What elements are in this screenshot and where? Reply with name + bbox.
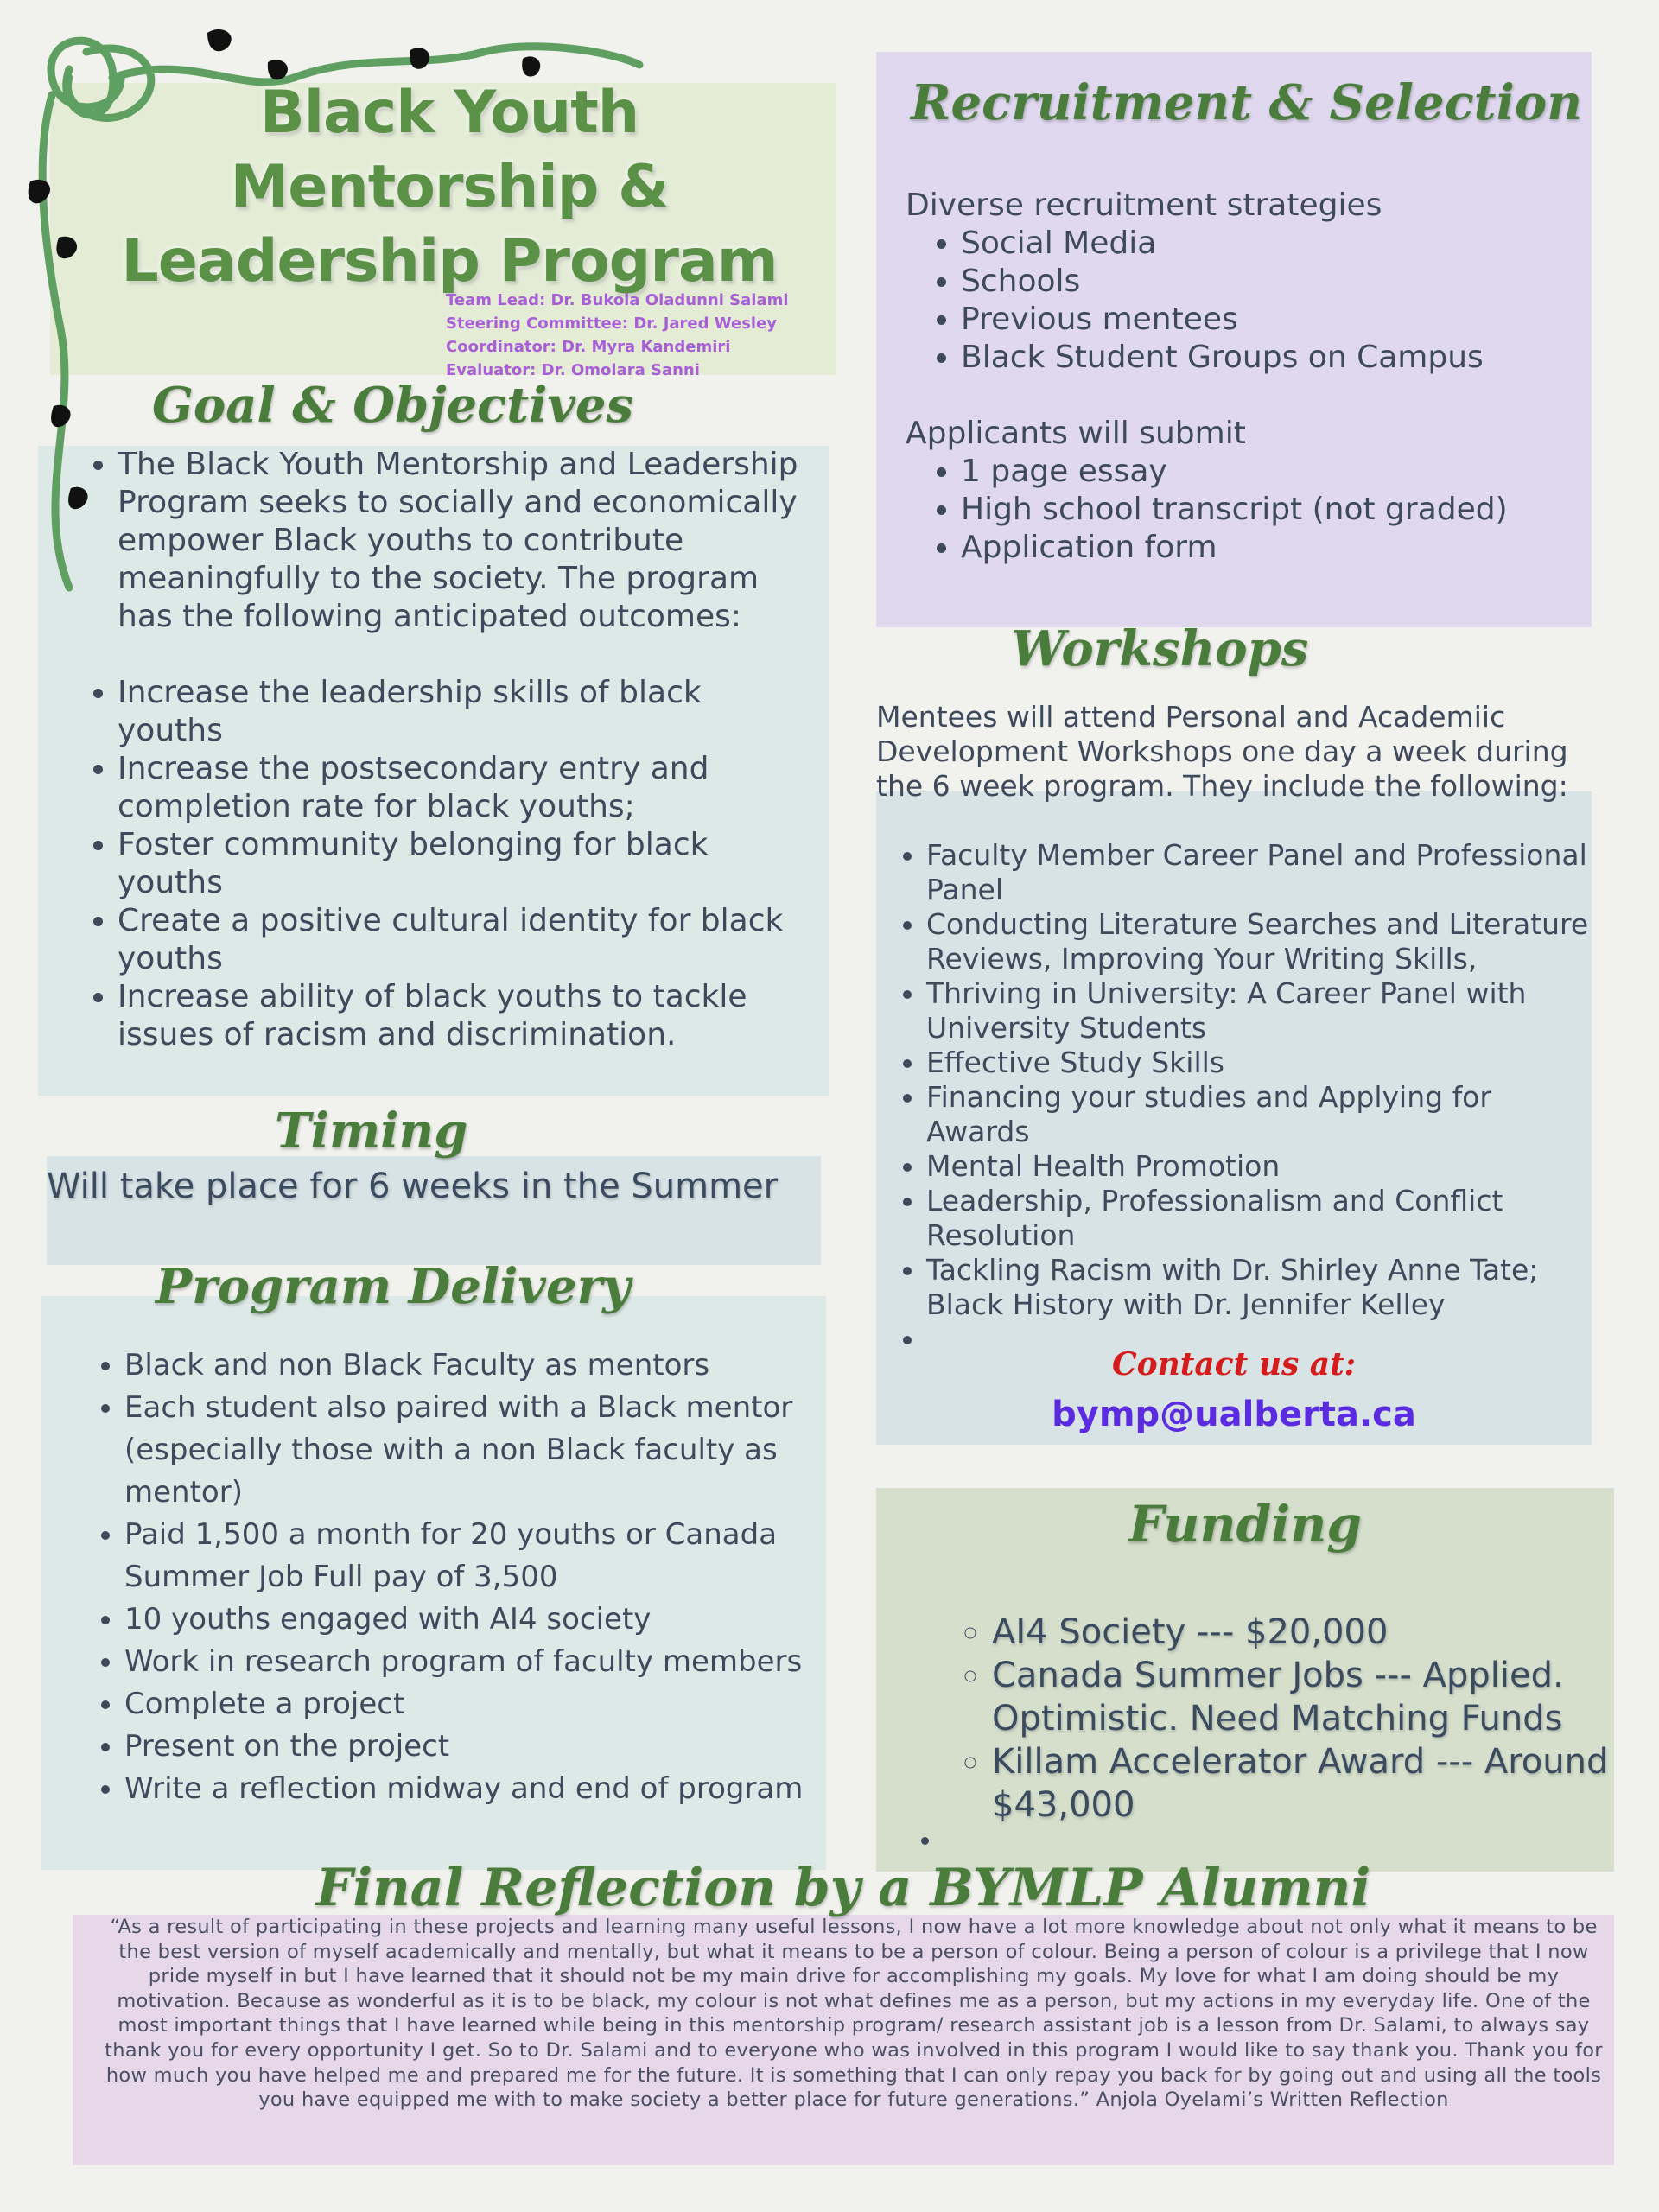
list-item: • Complete a project — [124, 1683, 817, 1726]
delivery-list — [74, 1344, 817, 1810]
goal-heading: Goal & Objectives — [152, 377, 634, 434]
list-item: • Financing your studies and Applying for Awards — [926, 1080, 1595, 1149]
workshops-heading: Workshops — [1011, 620, 1309, 677]
reflection-quote: “As a result of participating in these projects and learning many useful lessons, I now have a lot more knowledge about not only what it means to be the best version of myself academically and mentally, but what it means to be a person of colour. Being a person of colour is a privilege that I now pride myself in but I have learned that it should not be my main drive for accomplishing my goals. My love for what I am doing should be my motivation. Because as wonderful as it is to be black, my colour is not what defines me as a person, but my actions in my everyday life. One of the most important things that I have learned while being in this mentorship program/ research assistant job is a lesson from Dr. Salami, to always say thank you for every opportunity I get. So to Dr. Salami and to everyone who was involved in this program I would like to say thank you. Thank you for how much you have helped me and prepared me for the future. It is something that I can only repay you back for by going out and using all the tools you have equipped me with to make society a better place for future generations.” Anjola Oyelami’s Written Reflection — [105, 1916, 1603, 2112]
contact-email-link[interactable]: bymp@ualberta.ca — [1052, 1395, 1416, 1434]
list-item: • Previous mentees — [961, 301, 1580, 339]
recruitment-content — [906, 187, 1580, 567]
funding-heading: Funding — [1128, 1495, 1362, 1554]
contact-label: Contact us at: — [1111, 1346, 1357, 1382]
list-item: • Present on the project — [124, 1726, 817, 1768]
list-item: • Conducting Literature Searches and Literature Reviews, Improving Your Writing Skills, — [926, 907, 1595, 976]
list-item: • Increase ability of black youths to tackle issues of racism and discrimination. — [118, 978, 812, 1054]
team-lead: Team Lead: Dr. Bukola Oladunni Salami — [446, 291, 789, 309]
title-line-2: Mentorship & — [230, 153, 669, 221]
funding-list — [942, 1611, 1616, 1827]
list-item: • Increase the postsecondary entry and completion rate for black youths; — [118, 750, 812, 826]
goal-intro: • The Black Youth Mentorship and Leadership Program seeks to socially and economically empower Black youths to contribute meaningfully to the society. The program has the following anticipated outcomes: — [118, 446, 812, 636]
workshops-list — [899, 838, 1595, 1357]
steering-committee: Steering Committee: Dr. Jared Wesley — [446, 315, 778, 333]
list-item: • Each student also paired with a Black mentor (especially those with a non Black faculty as mentor) — [124, 1387, 817, 1514]
list-item: • Leadership, Professionalism and Conflict Resolution — [926, 1184, 1595, 1253]
list-item: • Effective Study Skills — [926, 1046, 1595, 1080]
delivery-heading: Program Delivery — [156, 1258, 631, 1315]
program-title — [60, 76, 838, 299]
title-line-3: Leadership Program — [121, 227, 778, 296]
list-item: • Black and non Black Faculty as mentors — [124, 1344, 817, 1387]
list-item: ◦ Killam Accelerator Award --- Around $43,000 — [992, 1740, 1616, 1827]
evaluator: Evaluator: Dr. Omolara Sanni — [446, 361, 700, 379]
list-item: • 10 youths engaged with AI4 society — [124, 1599, 817, 1641]
list-item: • 1 page essay — [961, 453, 1580, 491]
workshops-intro: Mentees will attend Personal and Academiic Development Workshops one day a week during the 6 week program. They include the following: — [876, 700, 1568, 803]
empty-bullet — [921, 1837, 929, 1845]
list-item: • Create a positive cultural identity for black youths — [118, 902, 812, 978]
list-item: ◦ Canada Summer Jobs --- Applied. Optimistic. Need Matching Funds — [992, 1654, 1616, 1740]
list-item: • Application form — [961, 529, 1580, 567]
list-item: ◦ AI4 Society --- $20,000 — [992, 1611, 1616, 1654]
team-credits — [446, 289, 789, 382]
list-item: • Write a reflection midway and end of program — [124, 1768, 817, 1810]
list-item: • Tackling Racism with Dr. Shirley Anne Tate; Black History with Dr. Jennifer Kelley — [926, 1253, 1595, 1322]
reflection-heading: Final Reflection by a BYMLP Alumni — [315, 1858, 1371, 1918]
list-item: • Paid 1,500 a month for 20 youths or Canada Summer Job Full pay of 3,500 — [124, 1514, 817, 1599]
list-item: • Social Media — [961, 225, 1580, 263]
timing-text: Will take place for 6 weeks in the Summer — [47, 1166, 779, 1206]
coordinator: Coordinator: Dr. Myra Kandemiri — [446, 338, 731, 356]
list-item: • Work in research program of faculty members — [124, 1641, 817, 1683]
submit-label: Applicants will submit — [906, 416, 1246, 451]
list-item: • Black Student Groups on Campus — [961, 339, 1580, 377]
list-item: • Foster community belonging for black youths — [118, 826, 812, 902]
list-item: • Thriving in University: A Career Panel with University Students — [926, 976, 1595, 1046]
list-item: • High school transcript (not graded) — [961, 491, 1580, 529]
goal-list — [69, 446, 812, 1054]
strategies-label: Diverse recruitment strategies — [906, 188, 1382, 223]
recruitment-heading: Recruitment & Selection — [911, 74, 1582, 131]
list-item: • Schools — [961, 263, 1580, 301]
list-item: • Faculty Member Career Panel and Professional Panel — [926, 838, 1595, 907]
list-item: • Mental Health Promotion — [926, 1149, 1595, 1184]
title-line-1: Black Youth — [259, 79, 639, 147]
timing-heading: Timing — [275, 1103, 468, 1160]
list-item: • Increase the leadership skills of black youths — [118, 674, 812, 750]
